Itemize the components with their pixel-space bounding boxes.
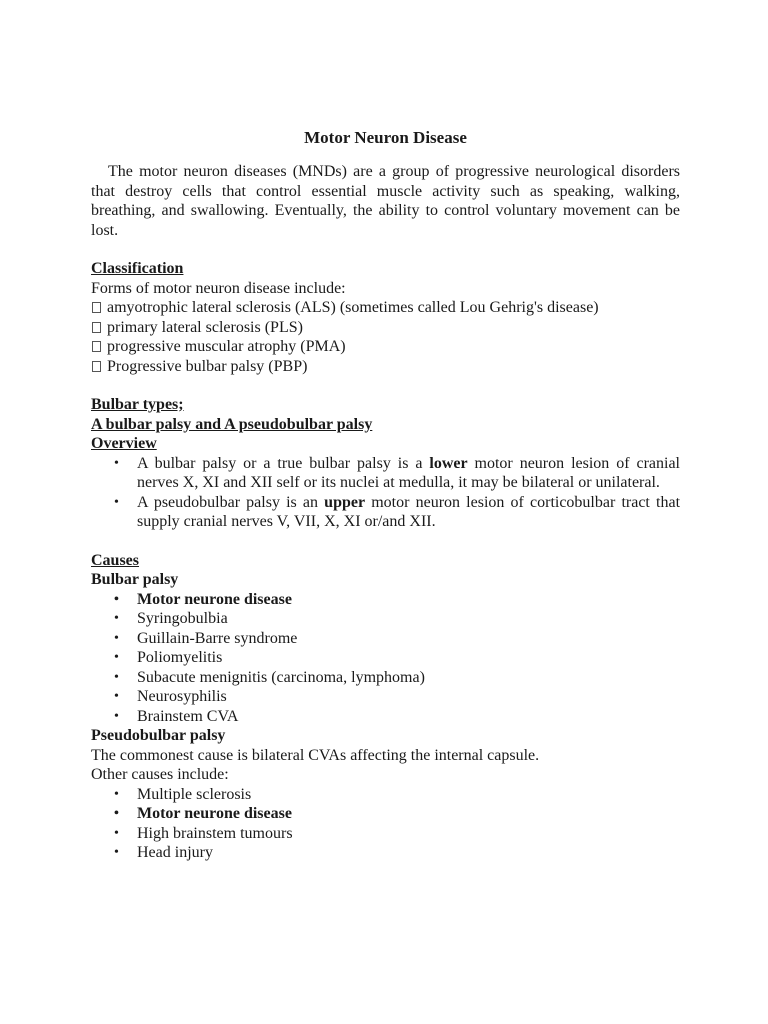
list-item <box>91 609 680 629</box>
list-item <box>91 785 680 805</box>
list-item <box>91 454 680 493</box>
overview-item-text: A bulbar palsy or a true bulbar palsy is a <box>137 454 430 472</box>
overview-item-text: motor neuron lesion of cranial nerves X, XI and XII self or its nuclei at medulla, it may be bilateral or unilateral. <box>137 454 681 491</box>
overview-list <box>91 454 680 532</box>
cause-item-text: Syringobulbia <box>137 610 228 627</box>
bullet-icon: • <box>114 650 119 665</box>
bulbar-types-subheading: A bulbar palsy and A pseudobulbar palsy <box>91 415 373 433</box>
cause-item-text: Guillain-Barre syndrome <box>137 629 298 647</box>
pseudobulbar-commonest-cause: The commonest cause is bilateral CVAs affecting the internal capsule. <box>91 746 540 764</box>
bullet-icon: • <box>114 708 119 724</box>
list-item <box>91 804 680 824</box>
bullet-icon: • <box>114 806 119 821</box>
cause-item-text: Motor neurone disease <box>137 805 292 822</box>
cause-item-text: High brainstem tumours <box>137 824 293 842</box>
cause-item-text: Head injury <box>137 844 213 861</box>
pseudobulbar-palsy-heading: Pseudobulbar palsy <box>91 727 226 744</box>
checkbox-square-icon <box>92 302 101 313</box>
bullet-icon: • <box>114 845 119 860</box>
list-item <box>91 707 680 727</box>
bulbar-palsy-heading: Bulbar palsy <box>91 571 179 588</box>
section-spacer <box>91 376 680 395</box>
bulbar-causes-list <box>91 590 680 727</box>
classification-item-text: primary lateral sclerosis (PLS) <box>107 318 303 336</box>
cause-item-text: Neurosyphilis <box>137 688 227 705</box>
checkbox-square-icon <box>92 341 101 352</box>
cause-item-text: Brainstem CVA <box>137 707 239 725</box>
pseudobulbar-other-causes-lead: Other causes include: <box>91 766 229 783</box>
classification-item-text: progressive muscular atrophy (PMA) <box>107 338 346 355</box>
cause-item-text: Multiple sclerosis <box>137 785 252 803</box>
cause-item-text: Subacute menignitis (carcinoma, lymphoma) <box>137 668 425 686</box>
cause-item-text: Motor neurone disease <box>137 590 292 608</box>
list-item <box>91 493 680 532</box>
classification-heading: Classification <box>91 260 184 277</box>
cause-item-text: Poliomyelitis <box>137 649 223 666</box>
overview-item-emphasis: upper <box>324 493 366 511</box>
bullet-icon: • <box>114 630 119 646</box>
section-spacer <box>91 532 680 551</box>
overview-item-emphasis: lower <box>429 454 468 472</box>
list-item <box>91 648 680 668</box>
list-item <box>91 668 680 688</box>
causes-heading: Causes <box>91 551 140 569</box>
bulbar-types-heading: Bulbar types; <box>91 396 184 413</box>
list-item <box>91 843 680 863</box>
classification-item <box>91 298 680 318</box>
document-title: Motor Neuron Disease <box>304 128 467 147</box>
pseudobulbar-causes-list <box>91 785 680 863</box>
list-item <box>91 824 680 844</box>
bullet-icon: • <box>114 689 119 704</box>
bullet-icon: • <box>114 825 119 841</box>
classification-lead: Forms of motor neuron disease include: <box>91 279 346 297</box>
list-item <box>91 629 680 649</box>
document-page <box>91 128 680 863</box>
classification-item <box>91 357 680 377</box>
overview-item-text: A pseudobulbar palsy is an <box>137 493 325 511</box>
bullet-icon: • <box>114 494 119 510</box>
classification-item-text: amyotrophic lateral sclerosis (ALS) (sometimes called Lou Gehrig's disease) <box>107 299 599 316</box>
overview-heading: Overview <box>91 435 157 452</box>
bullet-icon: • <box>114 455 119 471</box>
checkbox-square-icon <box>92 322 101 333</box>
bullet-icon: • <box>114 786 119 802</box>
overview-item-text: motor neuron lesion of corticobulbar tract that supply cranial nerves V, VII, X, XI or/and XII. <box>137 493 681 530</box>
bullet-icon: • <box>114 611 119 626</box>
classification-item-text: Progressive bulbar palsy (PBP) <box>107 357 308 375</box>
list-item <box>91 687 680 707</box>
bullet-icon: • <box>114 591 119 607</box>
classification-item <box>91 318 680 338</box>
classification-item <box>91 337 680 357</box>
list-item <box>91 590 680 610</box>
intro-paragraph: The motor neuron diseases (MNDs) are a group of progressive neurological disorders that destroy cells that control essential muscle activity such as speaking, walking, breathing, and swallowing. Eventually, the ability to control voluntary movement can be lost. <box>91 163 680 239</box>
bullet-icon: • <box>114 669 119 685</box>
checkbox-square-icon <box>92 361 101 372</box>
